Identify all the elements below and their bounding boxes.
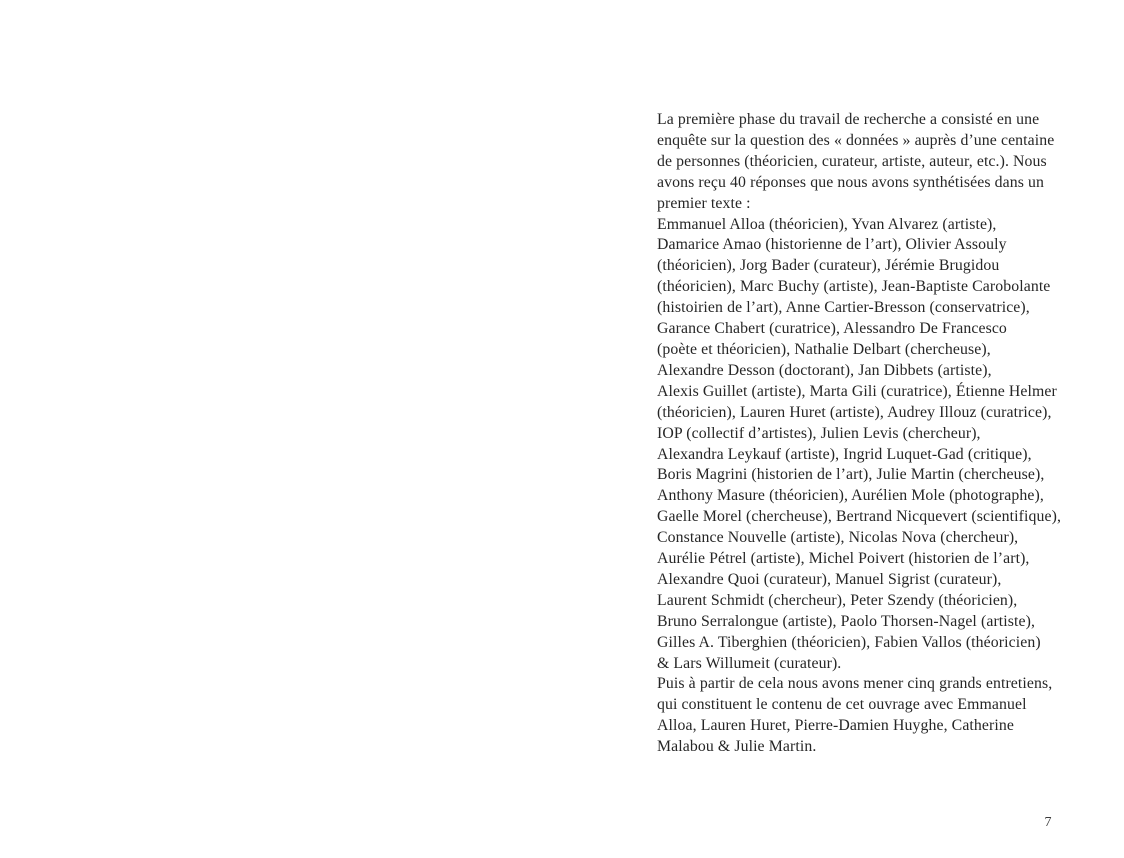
text-line: Constance Nouvelle (artiste), Nicolas Nova (chercheur),: [657, 529, 1019, 547]
text-line: Gilles A. Tiberghien (théoricien), Fabien Vallos (théoricien): [657, 633, 1041, 651]
text-line: Aurélie Pétrel (artiste), Michel Poivert (historien de l’art),: [657, 550, 1030, 568]
page-number: 7: [1044, 815, 1052, 830]
text-line: (histoirien de l’art), Anne Cartier-Bresson (conservatrice),: [657, 299, 1030, 317]
text-line: Alexandra Leykauf (artiste), Ingrid Luquet-Gad (critique),: [657, 445, 1032, 463]
text-line: La première phase du travail de recherche a consisté en une: [657, 111, 1040, 128]
text-line: premier texte :: [657, 194, 751, 212]
text-line: Alexandre Quoi (curateur), Manuel Sigrist (curateur),: [657, 570, 1002, 588]
text-line: Boris Magrini (historien de l’art), Julie Martin (chercheuse),: [657, 466, 1045, 484]
text-line: Alexandre Desson (doctorant), Jan Dibbets (artiste),: [657, 361, 992, 379]
text-line: Alexis Guillet (artiste), Marta Gili (curatrice), Étienne Helmer: [657, 382, 1057, 400]
text-line: Anthony Masure (théoricien), Aurélien Mole (photographe),: [657, 487, 1044, 505]
text-line: & Lars Willumeit (curateur).: [657, 654, 842, 672]
text-line: Malabou & Julie Martin.: [657, 738, 817, 756]
text-line: qui constituent le contenu de cet ouvrage avec Emmanuel: [657, 696, 1027, 714]
text-line: IOP (collectif d’artistes), Julien Levis (chercheur),: [657, 424, 981, 442]
text-line: (théoricien), Jorg Bader (curateur), Jérémie Brugidou: [657, 257, 1000, 275]
text-line: Laurent Schmidt (chercheur), Peter Szendy (théoricien),: [657, 591, 1018, 609]
body-text: [657, 110, 1092, 758]
text-line: enquête sur la question des « données » auprès d’une centaine: [657, 131, 1055, 149]
text-line: de personnes (théoricien, curateur, artiste, auteur, etc.). Nous: [657, 152, 1047, 170]
text-line: (poète et théoricien), Nathalie Delbart (chercheuse),: [657, 340, 991, 358]
text-line: avons reçu 40 réponses que nous avons synthétisées dans un: [657, 173, 1045, 191]
text-line: Gaelle Morel (chercheuse), Bertrand Nicquevert (scientifique),: [657, 508, 1062, 526]
text-line: (théoricien), Marc Buchy (artiste), Jean-Baptiste Carobolante: [657, 278, 1051, 296]
text-line: Damarice Amao (historienne de l’art), Olivier Assouly: [657, 236, 1007, 254]
text-line: Bruno Serralongue (artiste), Paolo Thorsen-Nagel (artiste),: [657, 612, 1036, 630]
text-line: Emmanuel Alloa (théoricien), Yvan Alvarez (artiste),: [657, 215, 997, 233]
text-line: Garance Chabert (curatrice), Alessandro De Francesco: [657, 320, 1007, 338]
text-line: Alloa, Lauren Huret, Pierre-Damien Huyghe, Catherine: [657, 717, 1014, 735]
text-line: (théoricien), Lauren Huret (artiste), Audrey Illouz (curatrice),: [657, 403, 1052, 421]
text-line: Puis à partir de cela nous avons mener cinq grands entretiens,: [657, 675, 1053, 693]
